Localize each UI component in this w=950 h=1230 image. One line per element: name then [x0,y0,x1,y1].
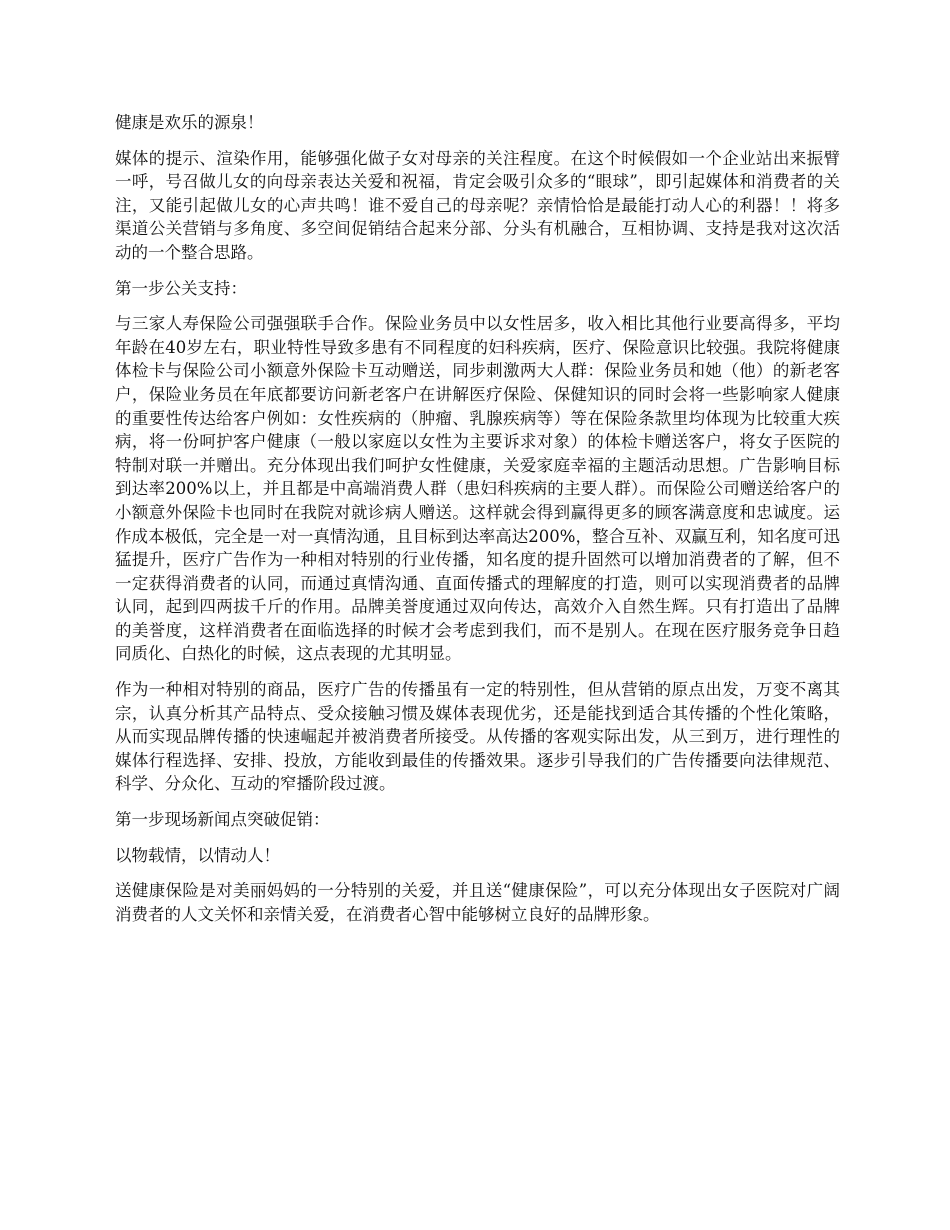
paragraph-medical-advertising: 作为一种相对特别的商品，医疗广告的传播虽有一定的特别性，但从营销的原点出发，万变不离其宗，认真分析其产品特点、受众接触习惯及媒体表现优劣，还是能找到适合其传播的个性化策略，从而实现品牌传播的快速崛起并被消费者所接受。从传播的客观实际出发，从三到万，进行理性的媒体行程选择、安排、投放，方能收到最佳的传播效果。逐步引导我们的广告传播要向法律规范、科学、分众化、互动的窄播阶段过渡。 [115,680,840,794]
paragraph-media-intro: 媒体的提示、渲染作用，能够强化做子女对母亲的关注程度。在这个时候假如一个企业站出来振臂一呼，号召做儿女的向母亲表达关爱和祝福，肯定会吸引众多的“眼球”，即引起媒体和消费者的关注，又能引起做儿女的心声共鸣！谁不爱自己的母亲呢？亲情恰恰是最能打动人心的利器！！将多渠道公关营销与多角度、多空间促销结合起来分部、分头有机融合，互相协调、支持是我对这次活动的一个整合思路。 [115,148,840,262]
paragraph-slogan: 以物载情，以情动人！ [115,845,280,865]
paragraph-insurance-partnership: 与三家人寿保险公司强强联手合作。保险业务员中以女性居多，收入相比其他行业要高得多，平均年龄在40岁左右，职业特性导致多患有不同程度的妇科疾病，医疗、保险意识比较强。我院将健康体检卡与保险公司小额意外保险卡互动赠送，同步刺激两大人群：保险业务员和她（他）的新老客户，保险业务员在年底都要访问新老客户在讲解医疗保险、保健知识的同时会将一些影响家人健康的重要性传达给客户例如：女性疾病的（肿瘤、乳腺疾病等）等在保险条款里均体现为比较重大疾病，将一份呵护客户健康（一般以家庭以女性为主要诉求对象）的体检卡赠送客户，将女子医院的特制对联一并赠出。充分体现出我们呵护女性健康，关爱家庭幸福的主题活动思想。广告影响目标到达率200%以上，并且都是中高端消费人群（患妇科疾病的主要人群）。而保险公司赠送给客户的小额意外保险卡也同时在我院对就诊病人赠送。这样就会得到赢得更多的顾客满意度和忠诚度。运作成本极低，完全是一对一真情沟通，且目标到达率高达200%，整合互补、双赢互利，知名度可迅猛提升，医疗广告作为一种相对特别的行业传播，知名度的提升固然可以增加消费者的了解，但不一定获得消费者的认同，而通过真情沟通、直面传播式的理解度的打造，则可以实现消费者的品牌认同，起到四两拔千斤的作用。品牌美誉度通过双向传达，高效介入自然生辉。只有打造出了品牌的美誉度，这样消费者在面临选择的时候才会考虑到我们，而不是别人。在现在医疗服务竞争日趋同质化、白热化的时候，这点表现的尤其明显。 [115,314,840,664]
paragraph-heading-health: 健康是欢乐的源泉！ [115,113,264,132]
document-body [115,111,840,938]
paragraph-step-onsite-promo: 第一步现场新闻点突破促销： [115,810,330,830]
paragraph-health-insurance-gift: 送健康保险是对美丽妈妈的一分特别的关爱，并且送“健康保险”，可以充分体现出女子医院对广阔消费者的人文关怀和亲情关爱，在消费者心智中能够树立良好的品牌形象。 [115,881,840,924]
paragraph-step-pr-support: 第一步公关支持： [115,278,247,298]
